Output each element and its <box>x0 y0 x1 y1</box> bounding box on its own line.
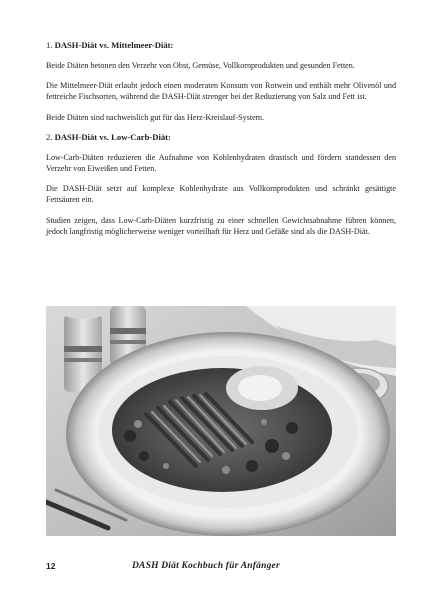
page-footer <box>46 561 396 575</box>
page-content <box>46 40 396 246</box>
paragraph: Beide Diäten betonen den Verzehr von Obst, Gemüse, Vollkornprodukten und gesunden Fetten. <box>46 61 355 70</box>
paragraph: Die DASH-Diät setzt auf komplexe Kohlenhydrate aus Vollkornprodukten und schränkt gesättigte Fettsäuren ein. <box>46 184 396 205</box>
section-heading: 1. DASH-Diät vs. Mittelmeer-Diät: <box>46 40 174 50</box>
paragraph: Die Mittelmeer-Diät erlaubt jedoch einen moderaten Konsum von Rotwein und enthält mehr Olivenöl und fettreiche Fischsorten, während die DASH-Diät strenger bei der Reduzierung von Salz und Fett ist. <box>46 81 396 102</box>
paragraph: Studien zeigen, dass Low-Carb-Diäten kurzfristig zu einer schnellen Gewichtsabnahme führen können, jedoch langfristig möglicherweise weniger vorteilhaft für Herz und Gefäße sind als die DASH-Diät. <box>46 215 396 236</box>
page-number: 12 <box>46 561 56 571</box>
paragraph: Beide Diäten sind nachweislich gut für das Herz-Kreislauf-System. <box>46 112 265 122</box>
book-title: DASH Diät Kochbuch für Anfänger <box>132 561 280 571</box>
section-heading: 2. DASH-Diät vs. Low-Carb-Diät: <box>46 131 171 142</box>
paragraph: Low-Carb-Diäten reduzieren die Aufnahme von Kohlenhydraten drastisch und fördern stattdessen den Verzehr von Eiweißen und Fetten. <box>46 152 396 174</box>
food-photo <box>46 306 396 536</box>
